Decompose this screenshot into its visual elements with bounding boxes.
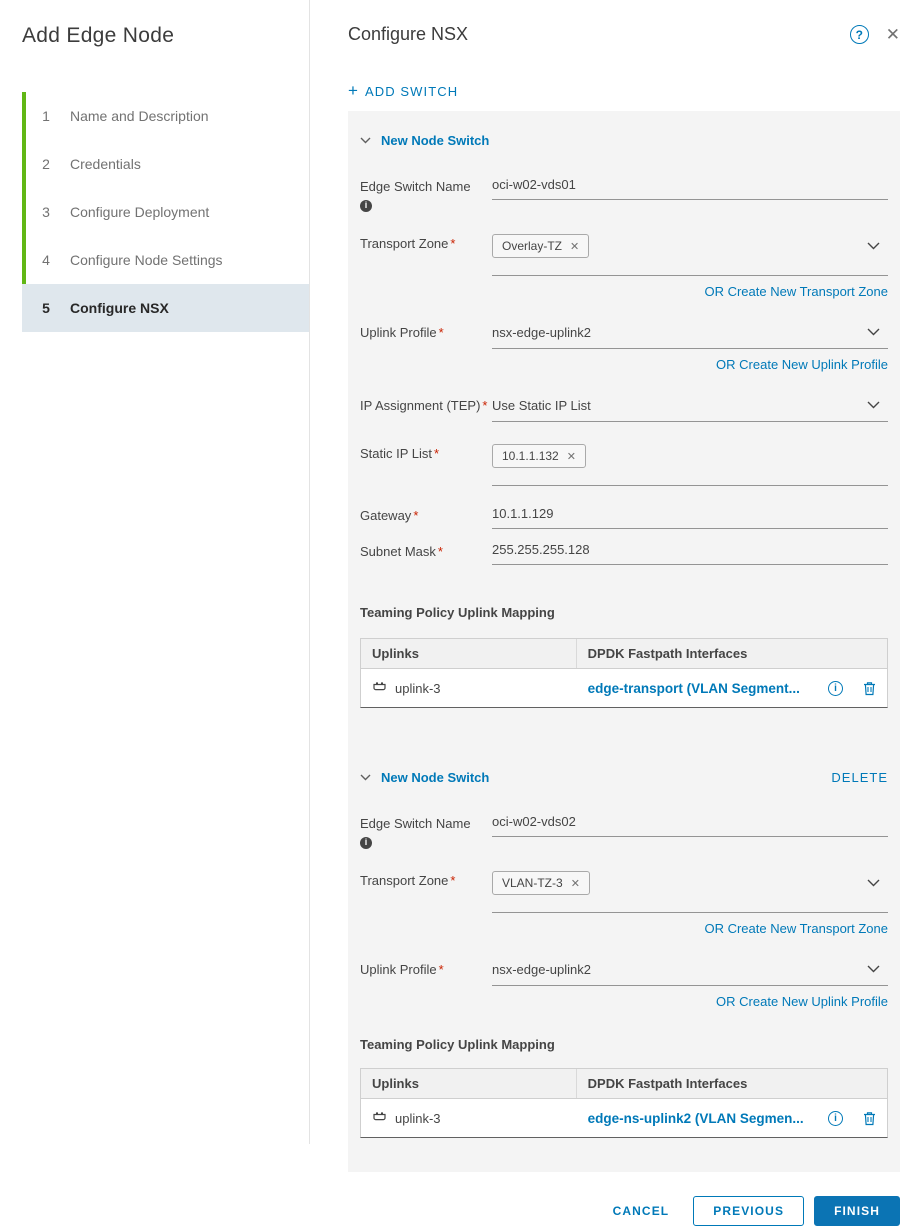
chip-remove-icon[interactable]: ✕ xyxy=(570,240,580,253)
wizard-footer xyxy=(348,1196,900,1226)
transport-zone-input[interactable] xyxy=(492,871,888,895)
chevron-down-icon[interactable] xyxy=(360,768,371,786)
section-header[interactable] xyxy=(360,117,888,149)
info-icon[interactable]: i xyxy=(828,1111,843,1126)
chip-remove-icon[interactable]: ✕ xyxy=(566,450,576,463)
required-asterisk: * xyxy=(450,873,456,888)
required-asterisk: * xyxy=(482,398,488,413)
step-label: Configure Deployment xyxy=(70,204,210,220)
switches-form-panel xyxy=(348,111,900,1172)
close-icon[interactable]: ✕ xyxy=(885,25,900,44)
uplink-port-icon xyxy=(372,681,387,696)
teaming-table-1 xyxy=(360,638,888,708)
edge-switch-name-label: Edge Switch Name i xyxy=(360,816,471,847)
step-number: 5 xyxy=(42,300,50,316)
chevron-down-icon[interactable] xyxy=(867,323,880,341)
transport-zone-chip: VLAN-TZ-3 ✕ xyxy=(492,871,590,895)
required-asterisk: * xyxy=(434,446,440,461)
chevron-down-icon[interactable] xyxy=(360,131,371,149)
trash-icon[interactable] xyxy=(863,681,876,696)
interface-link[interactable]: edge-ns-uplink2 (VLAN Segmen... xyxy=(587,1110,804,1126)
chevron-down-icon[interactable] xyxy=(867,874,880,892)
create-uplink-profile-link[interactable]: OR Create New Uplink Profile xyxy=(716,994,888,1009)
info-icon: i xyxy=(360,837,372,849)
section-title: New Node Switch xyxy=(381,769,490,785)
info-icon: i xyxy=(360,200,372,212)
edge-switch-name-input[interactable]: oci-w02-vds02 xyxy=(492,814,888,837)
section-header[interactable] xyxy=(360,754,888,786)
column-header-dpdk: DPDK Fastpath Interfaces xyxy=(587,646,748,661)
subnet-mask-label: Subnet Mask * xyxy=(360,544,443,559)
gateway-input[interactable]: 10.1.1.129 xyxy=(492,506,888,529)
step-number: 2 xyxy=(42,156,50,172)
node-switch-section-1 xyxy=(360,117,888,708)
panel-header xyxy=(348,24,900,45)
chip-remove-icon[interactable]: ✕ xyxy=(570,877,580,890)
step-configure-nsx[interactable] xyxy=(22,284,309,332)
configure-nsx-panel xyxy=(310,0,918,1218)
static-ip-chip: 10.1.1.132 ✕ xyxy=(492,444,586,468)
cancel-button[interactable]: CANCEL xyxy=(603,1196,680,1226)
column-header-uplinks: Uplinks xyxy=(361,639,577,668)
step-label: Configure NSX xyxy=(70,300,169,316)
trash-icon[interactable] xyxy=(863,1111,876,1126)
transport-zone-chip: Overlay-TZ ✕ xyxy=(492,234,589,258)
info-icon[interactable]: i xyxy=(828,681,843,696)
step-label: Credentials xyxy=(70,156,141,172)
uplink-profile-label: Uplink Profile * xyxy=(360,325,444,340)
ip-assignment-label: IP Assignment (TEP) * xyxy=(360,398,488,413)
table-header xyxy=(361,1069,887,1099)
add-switch-label: ADD SWITCH xyxy=(364,83,459,99)
uplink-name: uplink-3 xyxy=(395,680,441,696)
wizard-steps xyxy=(0,92,309,332)
create-transport-zone-link[interactable]: OR Create New Transport Zone xyxy=(704,284,888,299)
step-configure-deployment[interactable] xyxy=(22,188,309,236)
uplink-profile-label: Uplink Profile * xyxy=(360,962,444,977)
create-uplink-profile-link[interactable]: OR Create New Uplink Profile xyxy=(716,357,888,372)
chevron-down-icon[interactable] xyxy=(867,960,880,978)
transport-zone-label: Transport Zone * xyxy=(360,236,456,251)
step-credentials[interactable] xyxy=(22,140,309,188)
delete-switch-button[interactable]: DELETE xyxy=(831,769,888,785)
step-configure-node-settings[interactable] xyxy=(22,236,309,284)
static-ip-list-label: Static IP List * xyxy=(360,446,440,461)
table-header xyxy=(361,639,887,669)
static-ip-list-input[interactable] xyxy=(492,444,888,468)
uplink-profile-select[interactable]: nsx-edge-uplink2 xyxy=(492,960,888,986)
step-name-and-description[interactable] xyxy=(22,92,309,140)
panel-title: Configure NSX xyxy=(348,24,469,44)
edge-switch-name-label: Edge Switch Name i xyxy=(360,179,471,210)
chevron-down-icon[interactable] xyxy=(867,237,880,255)
uplink-port-icon xyxy=(372,1111,387,1126)
step-label: Configure Node Settings xyxy=(70,252,223,268)
chevron-down-icon[interactable] xyxy=(867,396,880,414)
required-asterisk: * xyxy=(437,544,443,559)
wizard-sidebar xyxy=(0,0,310,1144)
interface-link[interactable]: edge-transport (VLAN Segment... xyxy=(587,680,800,696)
table-row xyxy=(361,669,887,707)
required-asterisk: * xyxy=(450,236,456,251)
previous-button[interactable]: PREVIOUS xyxy=(693,1196,804,1226)
node-switch-section-2 xyxy=(360,754,888,1138)
step-label: Name and Description xyxy=(70,108,209,124)
table-row xyxy=(361,1099,887,1137)
finish-button[interactable]: FINISH xyxy=(814,1196,900,1226)
gateway-label: Gateway * xyxy=(360,508,419,523)
step-number: 4 xyxy=(42,252,50,268)
required-asterisk: * xyxy=(438,962,444,977)
teaming-table-2 xyxy=(360,1068,888,1138)
section-title: New Node Switch xyxy=(381,132,490,148)
ip-assignment-select[interactable]: Use Static IP List xyxy=(492,396,888,422)
step-number: 3 xyxy=(42,204,50,220)
teaming-policy-title: Teaming Policy Uplink Mapping xyxy=(360,605,555,620)
add-switch-button[interactable] xyxy=(348,81,458,101)
required-asterisk: * xyxy=(413,508,419,523)
transport-zone-input[interactable] xyxy=(492,234,888,258)
column-header-uplinks: Uplinks xyxy=(361,1069,577,1098)
uplink-profile-select[interactable]: nsx-edge-uplink2 xyxy=(492,323,888,349)
wizard-title: Add Edge Node xyxy=(22,24,175,47)
plus-icon: + xyxy=(348,81,358,100)
transport-zone-label: Transport Zone * xyxy=(360,873,456,888)
uplink-name: uplink-3 xyxy=(395,1110,441,1126)
subnet-mask-input[interactable]: 255.255.255.128 xyxy=(492,542,888,565)
teaming-policy-title: Teaming Policy Uplink Mapping xyxy=(360,1037,555,1052)
edge-switch-name-input[interactable]: oci-w02-vds01 xyxy=(492,177,888,200)
step-number: 1 xyxy=(42,108,50,124)
create-transport-zone-link[interactable]: OR Create New Transport Zone xyxy=(704,921,888,936)
required-asterisk: * xyxy=(438,325,444,340)
help-icon[interactable]: ? xyxy=(850,25,869,44)
column-header-dpdk: DPDK Fastpath Interfaces xyxy=(587,1076,748,1091)
progress-bar xyxy=(22,92,26,284)
